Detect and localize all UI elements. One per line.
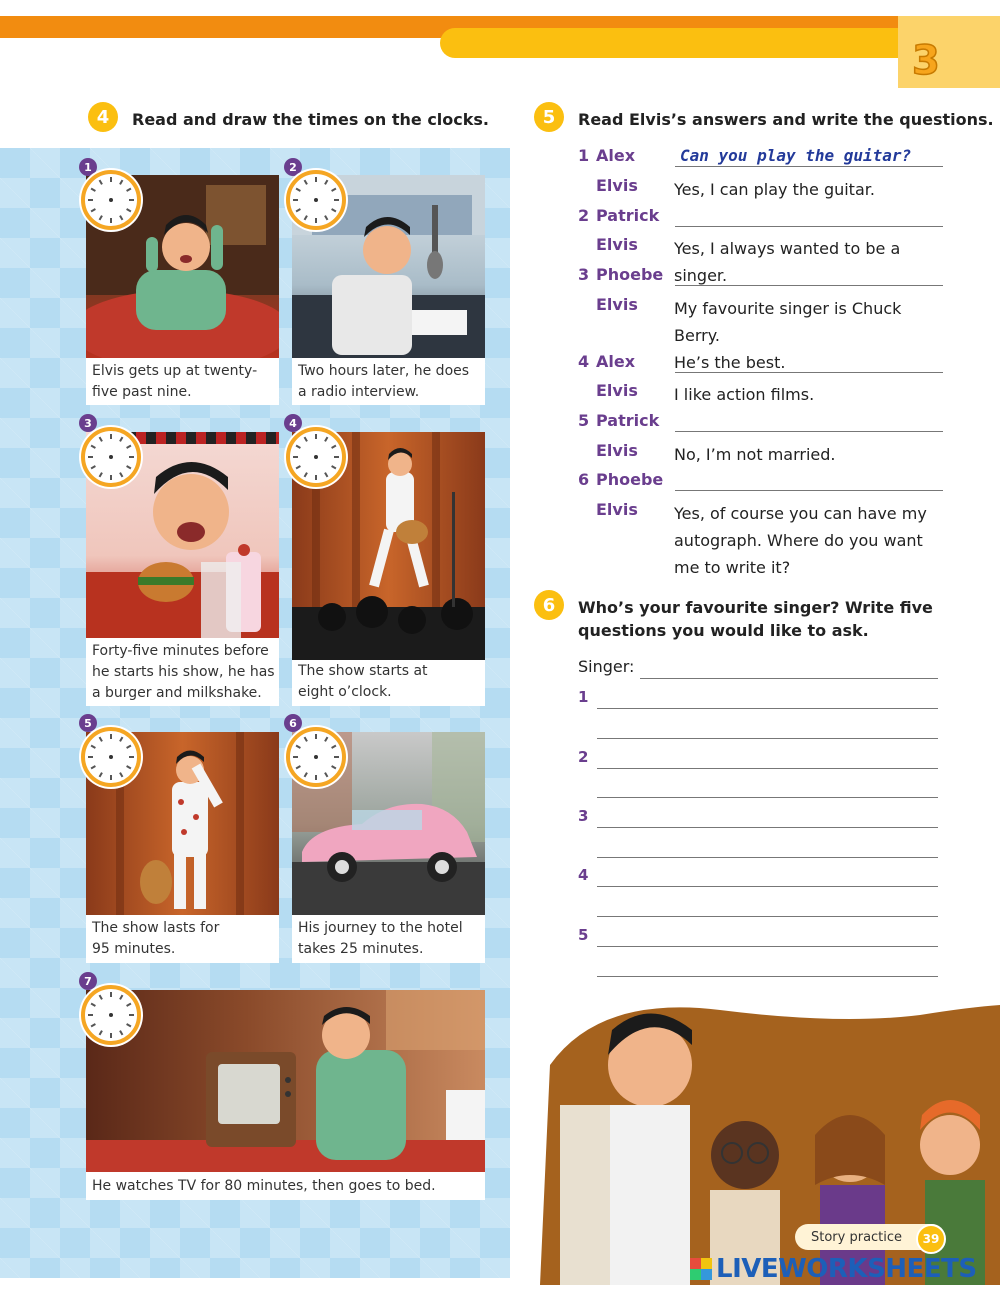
clock-tick — [88, 1014, 93, 1016]
clock-tick — [296, 208, 301, 212]
singer-input-line[interactable] — [640, 678, 938, 679]
clock-tick — [110, 734, 112, 739]
answer-text: My favourite singer is Chuck Berry. He’s the best. — [674, 299, 902, 372]
exercise-4-number: 4 — [88, 102, 118, 132]
write-line-5a[interactable] — [597, 946, 938, 947]
clock-tick — [119, 472, 123, 477]
write-line-3a[interactable] — [597, 827, 938, 828]
caption-7: He watches TV for 80 minutes, then goes to bed. — [92, 1178, 436, 1194]
clock-tick — [293, 756, 298, 758]
ex5-item-2-question: 2 Patrick — [578, 206, 660, 225]
asker-name: Alex — [596, 146, 636, 165]
exercise-5-heading — [534, 108, 994, 132]
clock-face-5[interactable] — [81, 727, 141, 787]
question-line-4[interactable] — [675, 372, 943, 373]
clock-tick — [119, 215, 123, 220]
clock-tick — [99, 772, 103, 777]
story-practice-label: Story practice — [811, 1229, 903, 1245]
picture-number-3: 3 — [79, 414, 97, 432]
clock-tick — [99, 472, 103, 477]
clock-tick — [99, 180, 103, 185]
clock-tick — [88, 456, 93, 458]
clock-tick — [91, 445, 96, 449]
exercise-4-instruction: Read and draw the times on the clocks. — [132, 110, 490, 129]
picture-number-6: 6 — [284, 714, 302, 732]
write-line-5b[interactable] — [597, 976, 938, 977]
question-line-2[interactable] — [675, 226, 943, 227]
clock-tick — [91, 1023, 96, 1027]
clock-tick — [126, 1003, 131, 1007]
clock-tick — [315, 434, 317, 439]
page-number: 39 — [916, 1224, 946, 1254]
clock-tick — [91, 745, 96, 749]
caption-2: Two hours later, he does a radio interview. — [298, 363, 470, 400]
clock-tick — [315, 475, 317, 480]
clock-tick — [129, 1014, 134, 1016]
write-line-4a[interactable] — [597, 886, 938, 887]
clock-face-1[interactable] — [81, 170, 141, 230]
exercise-6-instruction-line2: questions you would like to ask. — [578, 621, 869, 640]
clock-tick — [126, 188, 131, 192]
question-line-1[interactable] — [675, 166, 943, 167]
clock-tick — [296, 445, 301, 449]
question-number-3: 3 — [578, 807, 589, 825]
exercise-4-heading — [88, 108, 489, 132]
liveworksheets-watermark: LIVEWORKSHEETS — [690, 1254, 977, 1284]
ex5-item-1-answer — [578, 176, 949, 203]
question-number-4: 4 — [578, 866, 589, 884]
clock-tick — [119, 180, 123, 185]
clock-tick — [293, 199, 298, 201]
answer-text: Yes, I can play the guitar. — [674, 180, 875, 199]
picture-number-4: 4 — [284, 414, 302, 432]
ex5-item-1-question: 1 Alex — [578, 146, 636, 165]
answer-text: Yes, I always wanted to be a singer. — [674, 239, 901, 285]
clock-tick — [315, 734, 317, 739]
clock-tick — [304, 437, 308, 442]
clock-tick — [91, 208, 96, 212]
clock-tick — [315, 218, 317, 223]
caption-6: His journey to the hotel takes 25 minutes. — [298, 920, 463, 957]
exercise-5-number: 5 — [534, 102, 564, 132]
picture-number-1: 1 — [79, 158, 97, 176]
clock-tick — [119, 737, 123, 742]
answer-text: I like action films. — [674, 385, 815, 404]
clock-tick — [119, 1030, 123, 1035]
write-line-4b[interactable] — [597, 916, 938, 917]
clock-tick — [119, 772, 123, 777]
header-yellow-bar — [440, 28, 910, 58]
clock-tick — [304, 180, 308, 185]
picture-number-5: 5 — [79, 714, 97, 732]
asker-name: Patrick — [596, 206, 660, 225]
clock-tick — [88, 199, 93, 201]
clock-tick — [129, 199, 134, 201]
write-line-1a[interactable] — [597, 708, 938, 709]
clock-tick — [334, 456, 339, 458]
responder-name: Elvis — [596, 235, 638, 254]
clock-tick — [334, 756, 339, 758]
ex5-item-4-question: 4 Alex — [578, 352, 636, 371]
clock-tick — [110, 775, 112, 780]
clock-tick — [324, 437, 328, 442]
caption-1: Elvis gets up at twenty- five past nine. — [92, 363, 258, 400]
clock-tick — [126, 745, 131, 749]
clock-tick — [99, 215, 103, 220]
clock-tick — [331, 445, 336, 449]
exercise-6-heading — [534, 596, 933, 642]
ex5-item-4-answer — [578, 381, 949, 408]
clock-tick — [334, 199, 339, 201]
clock-tick — [324, 180, 328, 185]
asker-name: Alex — [596, 352, 636, 371]
picture-number-7: 7 — [79, 972, 97, 990]
clock-face-2[interactable] — [286, 170, 346, 230]
clock-tick — [315, 775, 317, 780]
clock-tick — [110, 992, 112, 997]
responder-name: Elvis — [596, 295, 638, 314]
responder-name: Elvis — [596, 500, 638, 519]
write-line-2a[interactable] — [597, 768, 938, 769]
clock-tick — [119, 995, 123, 1000]
clock-tick — [91, 765, 96, 769]
example-question-answer: Can you play the guitar? — [680, 146, 912, 165]
clock-tick — [99, 1030, 103, 1035]
question-line-3[interactable] — [675, 285, 943, 286]
clock-tick — [331, 208, 336, 212]
clock-tick — [324, 772, 328, 777]
singer-label: Singer: — [578, 657, 635, 676]
clock-tick — [293, 456, 298, 458]
clock-tick — [296, 765, 301, 769]
ex5-item-6-answer — [578, 500, 949, 581]
clock-tick — [110, 475, 112, 480]
question-line-5[interactable] — [675, 431, 943, 432]
ex5-item-5-question: 5 Patrick — [578, 411, 660, 430]
clock-tick — [99, 995, 103, 1000]
question-line-6[interactable] — [675, 490, 943, 491]
clock-tick — [304, 772, 308, 777]
unit-number: 3 — [912, 38, 940, 84]
clock-tick — [296, 188, 301, 192]
clock-tick — [324, 472, 328, 477]
clock-tick — [126, 765, 131, 769]
clock-tick — [296, 465, 301, 469]
asker-name: Phoebe — [596, 470, 664, 489]
responder-name: Elvis — [596, 176, 638, 195]
answer-text: No, I’m not married. — [674, 445, 836, 464]
picture-number-2: 2 — [284, 158, 302, 176]
responder-name: Elvis — [596, 381, 638, 400]
clock-tick — [304, 472, 308, 477]
clock-tick — [99, 437, 103, 442]
caption-4: The show starts at eight o’clock. — [298, 663, 428, 700]
exercise-6-instruction-line1: Who’s your favourite singer? Write five — [578, 598, 933, 617]
clock-tick — [304, 215, 308, 220]
asker-name: Phoebe — [596, 265, 664, 284]
clock-tick — [91, 188, 96, 192]
clock-tick — [99, 737, 103, 742]
question-number-5: 5 — [578, 926, 589, 944]
clock-tick — [119, 437, 123, 442]
liveworksheets-logo-icon — [690, 1258, 712, 1280]
clock-tick — [110, 1033, 112, 1038]
write-line-1b[interactable] — [597, 738, 938, 739]
clock-tick — [331, 745, 336, 749]
clock-tick — [304, 737, 308, 742]
clock-tick — [126, 208, 131, 212]
clock-tick — [129, 456, 134, 458]
clock-tick — [110, 218, 112, 223]
clock-face-6[interactable] — [286, 727, 346, 787]
responder-name: Elvis — [596, 441, 638, 460]
picture-card-7 — [86, 990, 485, 1200]
clock-tick — [126, 465, 131, 469]
answer-text: Yes, of course you can have my autograph. Where do you want me to write it? — [674, 504, 927, 577]
clock-tick — [324, 737, 328, 742]
write-line-2b[interactable] — [597, 797, 938, 798]
clock-tick — [331, 465, 336, 469]
question-number-1: 1 — [578, 688, 589, 706]
exercise-5-instruction: Read Elvis’s answers and write the questions. — [578, 110, 994, 129]
caption-3: Forty-five minutes before he starts his show, he has a burger and milkshake. — [92, 643, 275, 701]
clock-face-3[interactable] — [81, 427, 141, 487]
clock-face-4[interactable] — [286, 427, 346, 487]
clock-tick — [110, 434, 112, 439]
clock-tick — [91, 1003, 96, 1007]
clock-tick — [126, 1023, 131, 1027]
ex5-item-6-question: 6 Phoebe — [578, 470, 664, 489]
clock-tick — [91, 465, 96, 469]
asker-name: Patrick — [596, 411, 660, 430]
clock-tick — [331, 188, 336, 192]
elvis-tv-illustration — [86, 990, 485, 1172]
exercise-6-number: 6 — [534, 590, 564, 620]
clock-tick — [315, 177, 317, 182]
ex5-item-3-question: 3 Phoebe — [578, 265, 664, 284]
clock-tick — [331, 765, 336, 769]
write-line-3b[interactable] — [597, 857, 938, 858]
scene-tv-bed — [86, 990, 485, 1172]
clock-face-7[interactable] — [81, 985, 141, 1045]
clock-tick — [88, 756, 93, 758]
clock-tick — [126, 445, 131, 449]
ex5-item-5-answer — [578, 441, 949, 468]
clock-tick — [129, 756, 134, 758]
clock-tick — [324, 215, 328, 220]
caption-5: The show lasts for 95 minutes. — [92, 920, 220, 957]
question-number-2: 2 — [578, 748, 589, 766]
clock-tick — [296, 745, 301, 749]
clock-tick — [110, 177, 112, 182]
